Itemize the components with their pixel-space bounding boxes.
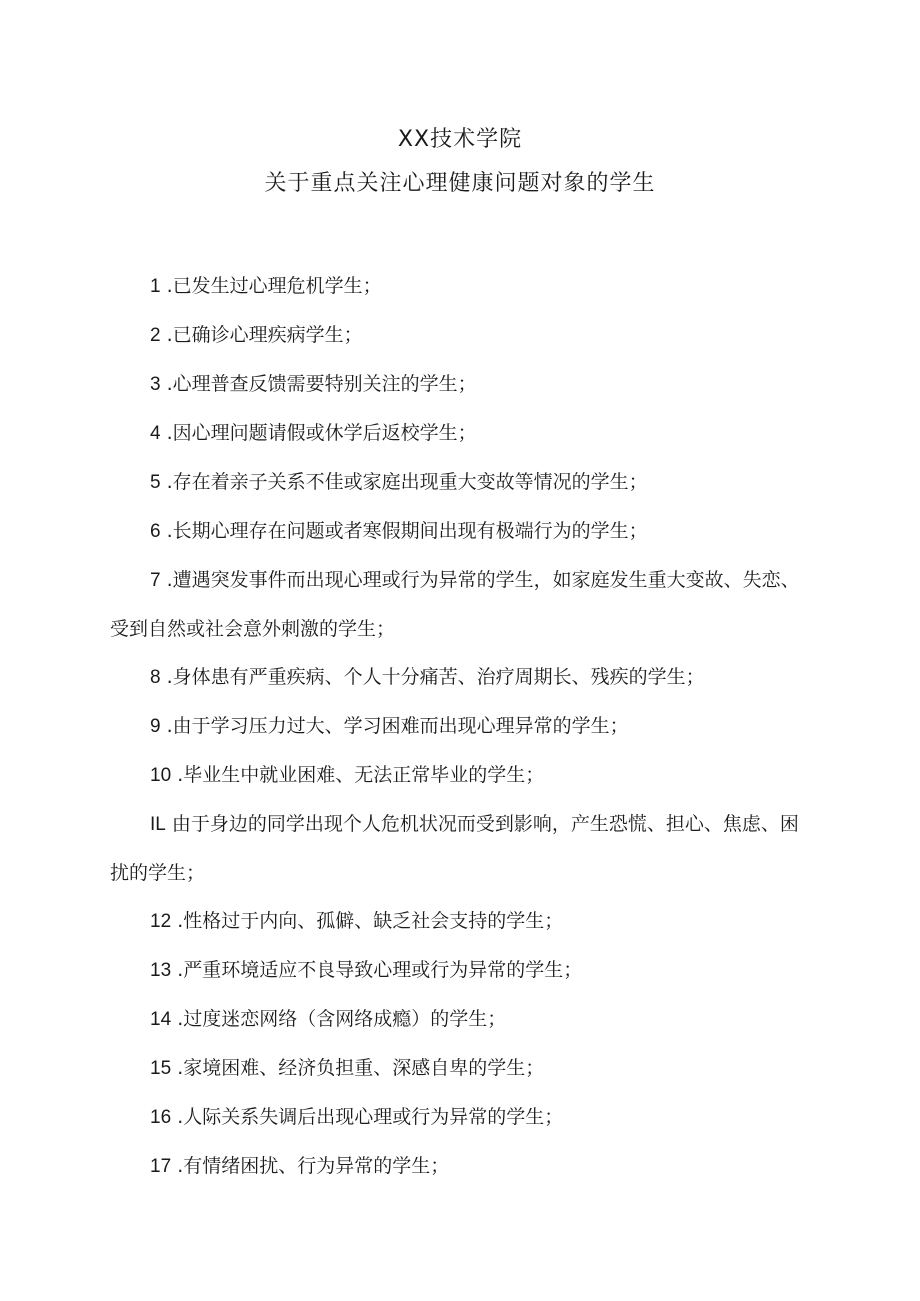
list-item	[110, 409, 800, 458]
item-number: 14	[150, 1009, 172, 1030]
item-text: .由于学习压力过大、学习困难而出现心理异常的学生；	[166, 715, 629, 737]
item-number: 17	[150, 1156, 172, 1177]
list-item	[110, 1044, 800, 1093]
item-number: 9	[150, 716, 161, 737]
list-item	[110, 1142, 800, 1191]
list-item	[110, 800, 800, 897]
criteria-list	[110, 262, 800, 1191]
item-number: 15	[150, 1058, 172, 1079]
item-text: .已确诊心理疾病学生；	[166, 324, 363, 346]
item-number: 13	[150, 960, 172, 981]
item-number: 5	[150, 472, 161, 493]
item-text: .严重环境适应不良导致心理或行为异常的学生；	[177, 959, 583, 981]
list-item	[110, 897, 800, 946]
item-number: 12	[150, 911, 172, 932]
document-title	[0, 118, 920, 206]
list-item	[110, 702, 800, 751]
item-text: .人际关系失调后出现心理或行为异常的学生；	[177, 1106, 564, 1128]
item-text: .有情绪困扰、行为异常的学生；	[177, 1155, 450, 1177]
item-text: .家境困难、经济负担重、深感自卑的学生；	[177, 1057, 545, 1079]
list-item	[110, 311, 800, 360]
list-item	[110, 995, 800, 1044]
document-heading: 关于重点关注心理健康问题对象的学生	[264, 171, 656, 196]
list-item	[110, 556, 800, 653]
list-item	[110, 751, 800, 800]
list-item	[110, 262, 800, 311]
item-number: 1	[150, 276, 161, 297]
item-text: .遭遇突发事件而出现心理或行为异常的学生，如家庭发生重大变故、失恋、受到自然或社会意外刺激的学生；	[110, 569, 800, 640]
item-text: .因心理问题请假或休学后返校学生；	[166, 422, 477, 444]
item-text: .已发生过心理危机学生；	[166, 275, 382, 297]
list-item	[110, 1093, 800, 1142]
item-number: 7	[150, 570, 161, 591]
item-number: 10	[150, 765, 172, 786]
item-number: 4	[150, 423, 161, 444]
item-number: 8	[150, 667, 161, 688]
list-item	[110, 360, 800, 409]
item-text: .长期心理存在问题或者寒假期间出现有极端行为的学生；	[166, 520, 648, 542]
item-text: .性格过于内向、孤僻、缺乏社会支持的学生；	[177, 910, 564, 932]
item-number: 3	[150, 374, 161, 395]
item-text: .存在着亲子关系不佳或家庭出现重大变故等情况的学生；	[166, 471, 648, 493]
item-number: 2	[150, 325, 161, 346]
item-number: 6	[150, 521, 161, 542]
list-item	[110, 507, 800, 556]
item-text: .过度迷恋网络（含网络成瘾）的学生；	[177, 1008, 507, 1030]
list-item	[110, 946, 800, 995]
item-text: .身体患有严重疾病、个人十分痛苦、治疗周期长、残疾的学生；	[166, 666, 705, 688]
list-item	[110, 458, 800, 507]
item-text: .心理普查反馈需要特别关注的学生；	[166, 373, 477, 395]
institution-name: XX技术学院	[397, 127, 523, 152]
item-text: .毕业生中就业困难、无法正常毕业的学生；	[177, 764, 545, 786]
item-number: IL	[150, 814, 166, 835]
list-item	[110, 653, 800, 702]
item-text: 由于身边的同学出现个人危机状况而受到影响，产生恐慌、担心、焦虑、困扰的学生；	[110, 813, 799, 884]
item-number: 16	[150, 1107, 172, 1128]
